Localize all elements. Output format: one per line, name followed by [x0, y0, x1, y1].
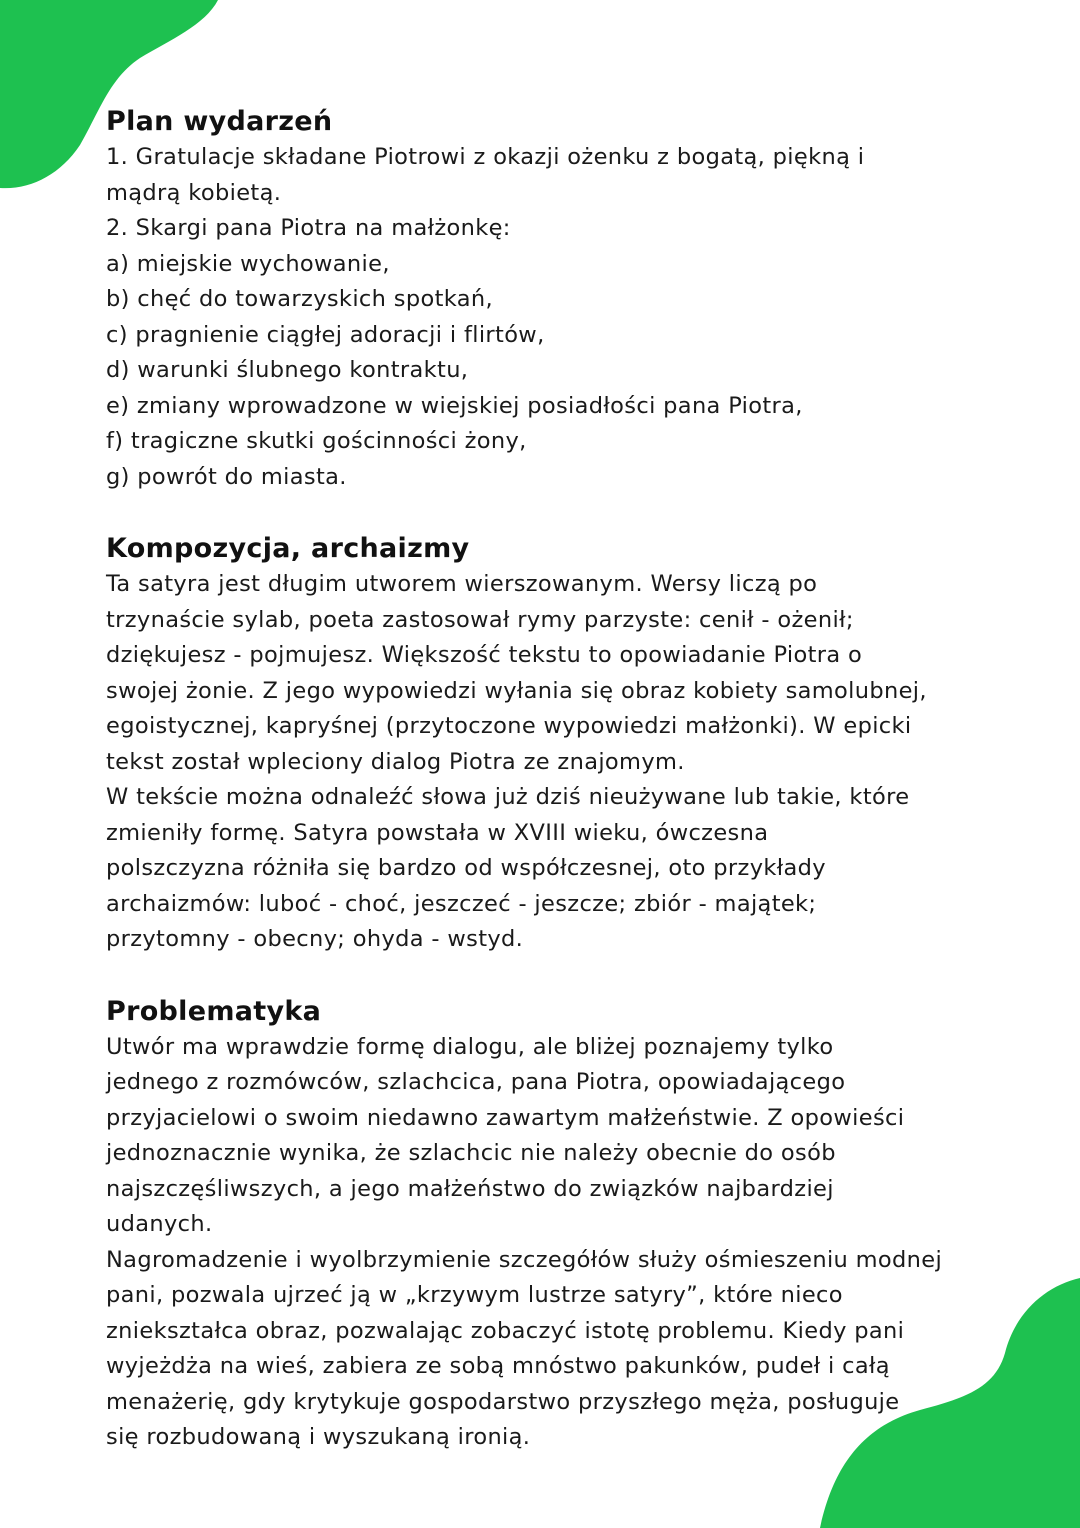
text-line: tekst został wpleciony dialog Piotra ze znajomym.: [106, 748, 685, 775]
text-line: Utwór ma wprawdzie formę dialogu, ale bliżej poznajemy tylko: [106, 1033, 834, 1060]
text-line: W tekście można odnaleźć słowa już dziś nieużywane lub takie, które: [106, 784, 910, 810]
section-heading: Problematyka: [106, 995, 322, 1027]
text-line: jednoznacznie wynika, że szlachcic nie należy obecnie do osób: [106, 1140, 836, 1166]
text-line: 2. Skargi pana Piotra na małżonkę:: [106, 215, 511, 241]
text-line: trzynaście sylab, poeta zastosował rymy parzyste: cenił - ożenił;: [106, 606, 854, 633]
text-line: egoistycznej, kapryśnej (przytoczone wypowiedzi małżonki). W epicki: [106, 713, 912, 739]
section-heading: Kompozycja, archaizmy: [106, 533, 470, 564]
list-item: g) powrót do miasta.: [106, 463, 347, 490]
section-plan-wydarzen: [106, 104, 986, 495]
text-line: Ta satyra jest długim utworem wierszowanym. Wersy liczą po: [106, 571, 818, 597]
text-line: przyjacielowi o swoim niedawno zawartym małżeństwie. Z opowieści: [106, 1104, 905, 1131]
text-line: wyjeżdża na wieś, zabiera ze sobą mnóstwo pakunków, pudeł i całą: [106, 1353, 890, 1379]
text-line: zniekształca obraz, pozwalając zobaczyć istotę problemu. Kiedy pani: [106, 1317, 905, 1344]
notes-page: [106, 104, 986, 1456]
text-line: polszczyzna różniła się bardzo od współczesnej, oto przykłady: [106, 855, 826, 881]
text-line: najszczęśliwszych, a jego małżeństwo do związków najbardziej: [106, 1175, 834, 1202]
list-item: b) chęć do towarzyskich spotkań,: [106, 286, 493, 312]
section-heading: Plan wydarzeń: [106, 106, 333, 137]
text-line: się rozbudowaną i wyszukaną ironią.: [106, 1424, 531, 1450]
text-line: archaizmów: luboć - choć, jeszczeć - jeszcze; zbiór - majątek;: [106, 890, 817, 917]
text-line: swojej żonie. Z jego wypowiedzi wyłania się obraz kobiety samolubnej,: [106, 677, 927, 704]
text-line: dziękujesz - pojmujesz. Większość tekstu to opowiadanie Piotra o: [106, 642, 863, 668]
text-line: menażerię, gdy krytykuje gospodarstwo przyszłego męża, posługuje: [106, 1388, 900, 1415]
text-line: zmieniły formę. Satyra powstała w XVIII wieku, ówczesna: [106, 819, 769, 846]
text-line: udanych.: [106, 1211, 213, 1237]
list-item: a) miejskie wychowanie,: [106, 250, 390, 277]
text-line: 1. Gratulacje składane Piotrowi z okazji ożenku z bogatą, piękną i: [106, 144, 865, 170]
text-line: pani, pozwala ujrzeć ją w „krzywym lustrze satyry”, które nieco: [106, 1282, 843, 1308]
section-kompozycja-archaizmy: [106, 531, 986, 958]
list-item: c) pragnienie ciągłej adoracji i flirtów,: [106, 321, 545, 348]
text-line: Nagromadzenie i wyolbrzymienie szczegółów służy ośmieszeniu modnej: [106, 1246, 943, 1273]
list-item: f) tragiczne skutki gościnności żony,: [106, 428, 527, 454]
list-item: e) zmiany wprowadzone w wiejskiej posiadłości pana Piotra,: [106, 392, 803, 419]
text-line: mądrą kobietą.: [106, 179, 282, 206]
section-problematyka: [106, 994, 986, 1456]
text-line: przytomny - obecny; ohyda - wstyd.: [106, 926, 524, 952]
text-line: jednego z rozmówców, szlachcica, pana Piotra, opowiadającego: [106, 1069, 846, 1095]
list-item: d) warunki ślubnego kontraktu,: [106, 357, 469, 383]
